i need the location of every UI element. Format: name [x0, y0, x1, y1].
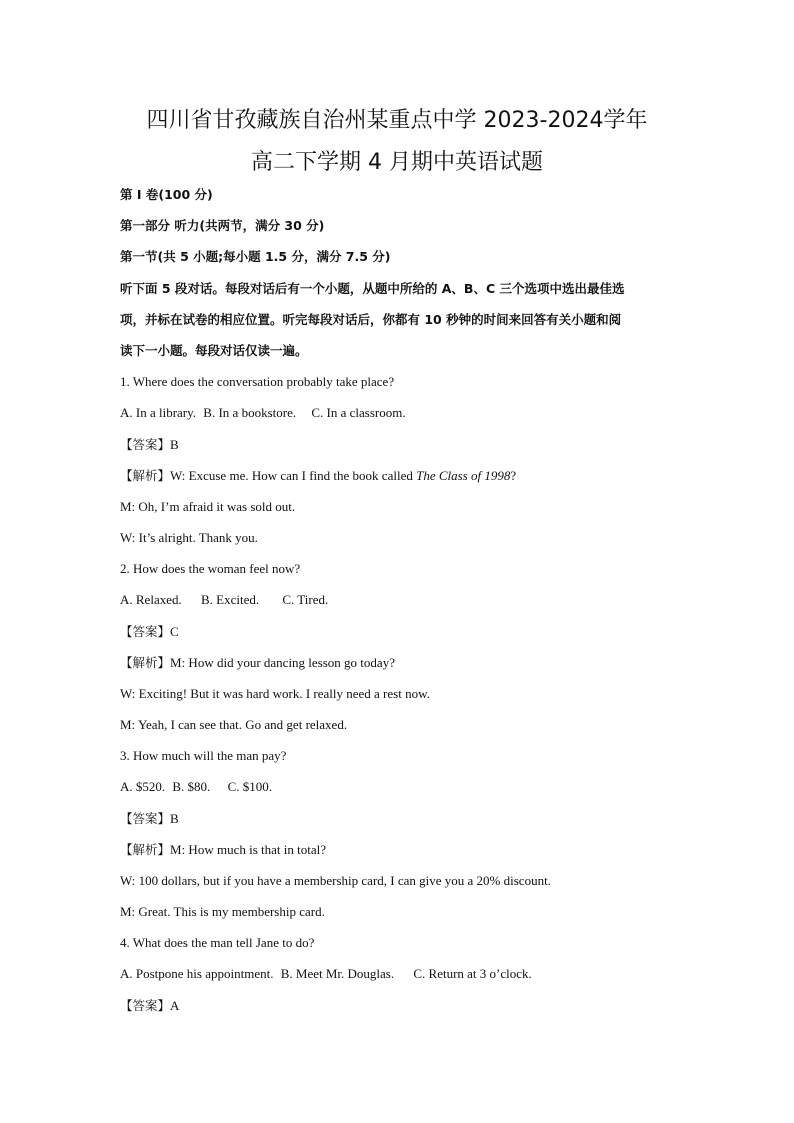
answer-label: 【答案】 — [120, 811, 171, 826]
question-text: 1. Where does the conversation probably take place? — [120, 374, 395, 389]
instructions-line: 听下面 5 段对话。每段对话后有一个小题，从题中所给的 A、B、C 三个选项中选出最佳选 — [120, 281, 625, 296]
dialogue-text: M: How much is that in total? — [170, 842, 326, 857]
instructions-line: 项，并标在试卷的相应位置。听完每段对话后，你都有 10 秒钟的时间来回答有关小题和阅 — [120, 312, 622, 327]
analysis-line — [120, 842, 326, 858]
document-title-line1: 四川省甘孜藏族自治州某重点中学 2023-2024学年 — [146, 108, 648, 133]
option-c: C. In a classroom. — [311, 405, 406, 420]
answer-line — [120, 624, 179, 640]
question-text: 3. How much will the man pay? — [120, 748, 287, 763]
question-text: 4. What does the man tell Jane to do? — [120, 935, 315, 950]
option-b: B. Excited. — [200, 592, 260, 607]
answer-label: 【答案】 — [120, 437, 171, 452]
answer-value: B — [170, 811, 179, 826]
answer-value: B — [170, 437, 179, 452]
option-c: C. Return at 3 o’clock. — [413, 966, 532, 981]
dialogue-text: M: How did your dancing lesson go today? — [170, 655, 395, 670]
option-b: B. Meet Mr. Douglas. — [280, 966, 395, 981]
instructions-line: 读下一小题。每段对话仅读一遍。 — [120, 343, 308, 358]
question-options — [120, 592, 328, 608]
question-options — [120, 405, 406, 421]
answer-line — [120, 437, 179, 453]
answer-value: A — [170, 998, 180, 1013]
dialogue-line: W: 100 dollars, but if you have a membership card, I can give you a 20% discount. — [120, 873, 551, 888]
option-b: B. In a bookstore. — [203, 405, 297, 420]
dialogue-text: W: Excuse me. How can I find the book called — [170, 468, 417, 483]
dialogue-line: M: Oh, I’m afraid it was sold out. — [120, 499, 296, 514]
question-text: 2. How does the woman feel now? — [120, 561, 301, 576]
dialogue-line: M: Great. This is my membership card. — [120, 904, 325, 919]
analysis-label: 【解析】 — [120, 842, 171, 857]
document-title-line2: 高二下学期 4 月期中英语试题 — [251, 150, 543, 175]
dialogue-line: W: It’s alright. Thank you. — [120, 530, 258, 545]
option-a: A. $520. — [120, 779, 166, 794]
option-a: A. Relaxed. — [120, 592, 182, 607]
option-a: A. In a library. — [120, 405, 197, 420]
analysis-line — [120, 468, 516, 484]
option-c: C. $100. — [227, 779, 272, 794]
dialogue-line: W: Exciting! But it was hard work. I really need a rest now. — [120, 686, 430, 701]
analysis-label: 【解析】 — [120, 468, 171, 483]
answer-label: 【答案】 — [120, 624, 171, 639]
answer-value: C — [170, 624, 179, 639]
answer-label: 【答案】 — [120, 998, 171, 1013]
option-b: B. $80. — [172, 779, 211, 794]
subsection-heading: 第一节(共 5 小题;每小题 1.5 分，满分 7.5 分) — [120, 249, 391, 264]
question-options — [120, 779, 272, 795]
option-c: C. Tired. — [282, 592, 329, 607]
question-options — [120, 966, 532, 982]
book-title: The Class of 1998 — [416, 468, 511, 483]
dialogue-punctuation: ? — [510, 468, 517, 483]
answer-line — [120, 998, 179, 1014]
analysis-line — [120, 655, 395, 671]
answer-line — [120, 811, 179, 827]
option-a: A. Postpone his appointment. — [120, 966, 274, 981]
part-heading: 第一部分 听力(共两节，满分 30 分) — [120, 218, 325, 233]
analysis-label: 【解析】 — [120, 655, 171, 670]
volume-heading: 第 I 卷(100 分) — [120, 187, 213, 202]
dialogue-line: M: Yeah, I can see that. Go and get relaxed. — [120, 717, 348, 732]
